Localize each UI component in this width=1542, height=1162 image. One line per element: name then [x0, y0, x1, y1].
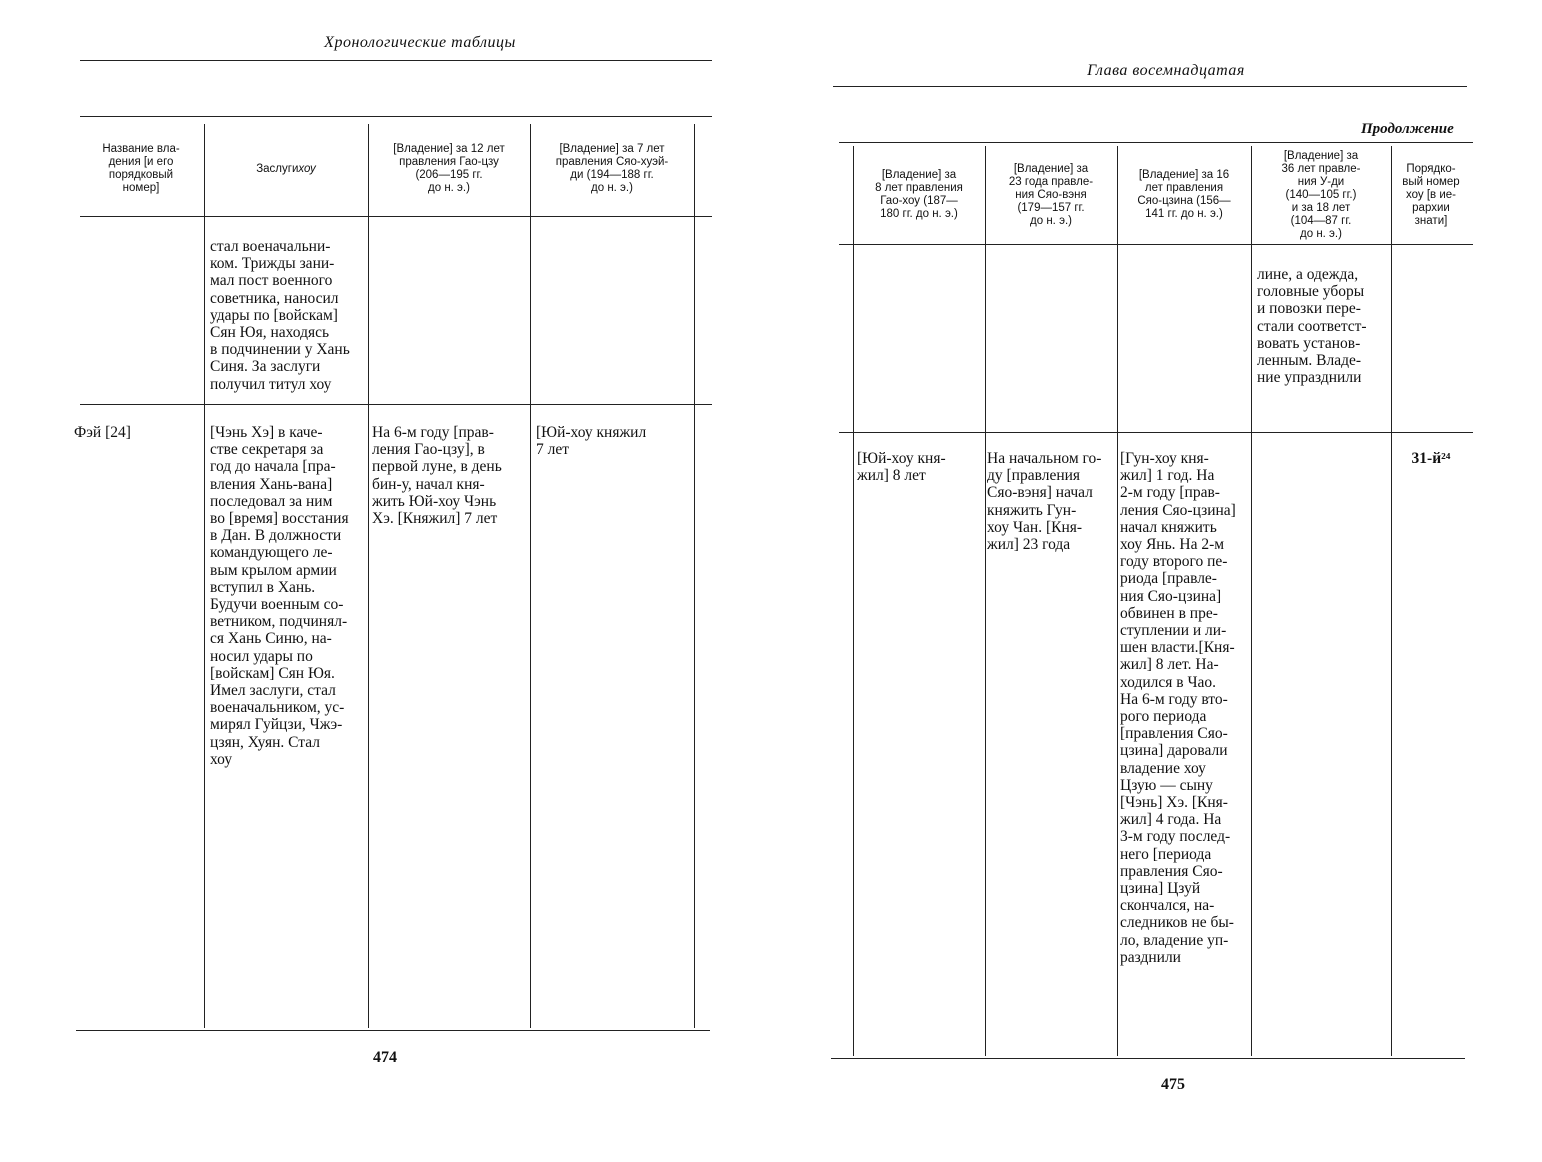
column-header-gaohou: [Владение] за 8 лет правления Гао-хоу (187— 180 гг. до н. э.): [875, 169, 963, 220]
col-divider: [1117, 146, 1118, 1056]
table-row-rule: [80, 404, 712, 405]
col-divider: [1391, 146, 1392, 1056]
wudi-cell-row1: лине, а одежда, головные уборы и повозки пере- стали соответст- вовать установ- ленным. Владе- ние упразднили: [1257, 266, 1367, 387]
right-page: [771, 0, 1542, 1162]
hoy-term: хоу: [298, 162, 316, 175]
rank-cell-row2: 31-й²⁴: [1411, 450, 1451, 467]
continuation-label: Продолжение: [1361, 121, 1454, 137]
table-header-rule: [80, 216, 712, 217]
xiaojing-cell-row2: [Гун-хоу кня- жил] 1 год. На 2-м году [прав- ления Сяо-цзина] начал княжить хоу Янь. На 2-м году второго пе- риода [правле- ния Сяо-цзина] обвинен в пре- ступлении и ли- шен власти.[Кня- жил] 8 лет. На- ходился в Чао. На 6-м году вто- рого периода [правления Сяо- цзина] даровали владение хоу Цзую — сыну [Чэнь] Хэ. [Кня- жил] 4 года. На 3-м году послед- него [периода правления Сяо- цзина] Цзуй скончался, на- следников не бы- ло, владение уп- разднили: [1120, 450, 1236, 966]
column-header-wudi: [Владение] за 36 лет правле- ния У-ди (140—105 гг.) и за 18 лет (104—87 гг. до н. э.): [1281, 149, 1361, 240]
head-rule-left: [80, 60, 712, 61]
column-header-xiaohui: [Владение] за 7 лет правления Сяо-хуэй- ди (194—188 гг. до н. э.): [555, 143, 669, 194]
col-divider: [694, 124, 695, 1028]
table-row-rule: [839, 432, 1473, 433]
xiaohui-cell-row2: [Юй-хоу княжил 7 лет: [536, 424, 647, 459]
column-header-xiaojing: [Владение] за 16 лет правления Сяо-цзина (156— 141 гг. до н. э.): [1137, 169, 1231, 220]
col-divider: [985, 146, 986, 1056]
table-bottom-rule: [76, 1030, 710, 1031]
column-header-gaozu: [Владение] за 12 лет правления Гао-цзу (206—195 гг. до н. э.): [393, 143, 505, 194]
merit-cell-row1: стал военачальни- ком. Трижды зани- мал пост военного советника, наносил удары по [войскам] Сян Юя, находясь в подчинении у Хань Синя. За заслуги получил титул хоу: [210, 238, 350, 393]
table-bottom-rule: [831, 1058, 1465, 1059]
merit-cell-row2: [Чэнь Хэ] в каче- стве секретаря за год до начала [пра- вления Хань-вана] последовал за ним во [время] восстания в Дан. В должности командующего ле- вым крылом армии вступил в Хань. Будучи военным со- ветником, подчинял- ся Хань Синю, на- носил удары по [войскам] Сян Юя. Имел заслуги, стал военачальником, ус- мирял Гуйцзи, Чжэ- цзян, Хуян. Стал хоу: [210, 424, 349, 768]
col-divider: [530, 124, 531, 1028]
table-top-rule: [839, 142, 1473, 143]
column-header-xiaowen: [Владение] за 23 года правле- ния Сяо-вэня (179—157 гг. до н. э.): [1008, 162, 1094, 227]
page-number-right: 475: [1161, 1076, 1185, 1093]
gaohou-cell-row2: [Юй-хоу кня- жил] 8 лет: [857, 450, 946, 485]
col-divider: [368, 124, 369, 1028]
column-header-merit: Заслуги хоу: [256, 162, 316, 175]
col-divider: [204, 124, 205, 1028]
xiaowen-cell-row2: На начальном го- ду [правления Сяо-вэня] начал княжить Гун- хоу Чан. [Кня- жил] 23 года: [987, 450, 1102, 554]
head-rule-right: [833, 86, 1467, 87]
page-number-left: 474: [373, 1049, 397, 1066]
column-header-rank: Порядко- вый номер хоу [в ие- рархии знати]: [1402, 162, 1460, 227]
gaozu-cell-row2: На 6-м году [прав- ления Гао-цзу], в первой луне, в день бин-у, начал кня- жить Юй-хоу Чэнь Хэ. [Княжил] 7 лет: [372, 424, 502, 528]
column-header-name: Название вла- дения [и его порядковый номер]: [102, 143, 180, 194]
domain-name-cell: Фэй [24]: [74, 424, 131, 441]
running-head-right: Глава восемнадцатая: [1087, 62, 1245, 79]
col-divider: [853, 146, 854, 1056]
col-divider: [1251, 146, 1252, 1056]
table-header-rule: [839, 244, 1473, 245]
table-top-rule: [80, 116, 712, 117]
running-head-left: Хронологические таблицы: [324, 34, 516, 51]
